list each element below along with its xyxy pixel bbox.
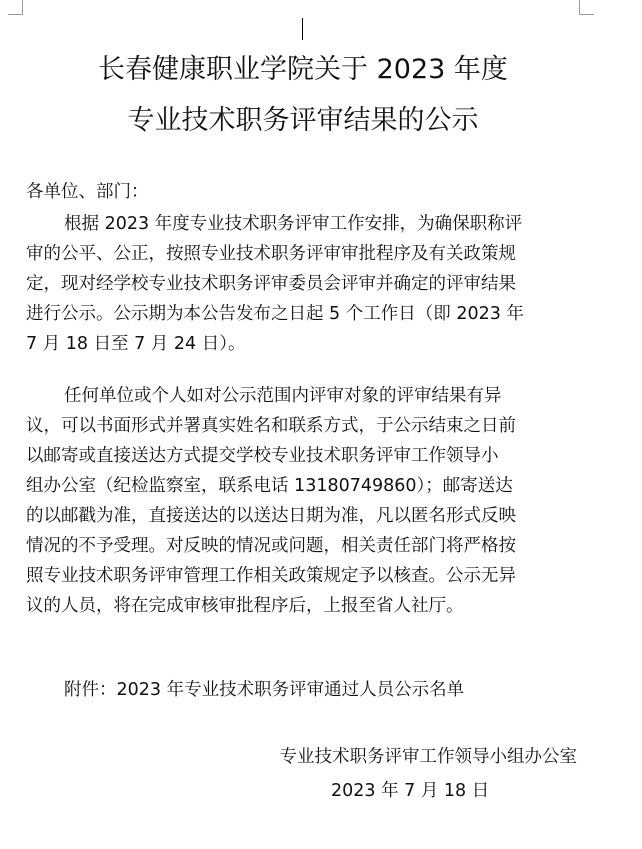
paragraph-announcement bbox=[26, 209, 582, 359]
paragraph-objection-process bbox=[26, 381, 582, 621]
margin-corner-mark bbox=[579, 0, 594, 15]
paragraph-line: 根据 2023 年度专业技术职务评审工作安排，为确保职称评 bbox=[64, 214, 523, 234]
paragraph-line: 审的公平、公正，按照专业技术职务评审审批程序及有关政策规 bbox=[26, 244, 516, 264]
document-title-line-2: 专业技术职务评审结果的公示 bbox=[127, 105, 479, 136]
signing-date: 2023 年 7 月 18 日 bbox=[331, 781, 490, 801]
paragraph-line: 以邮寄或直接送达方式提交学校专业技术职务评审工作领导小 bbox=[26, 446, 499, 466]
margin-corner-mark bbox=[8, 0, 23, 15]
text-cursor bbox=[302, 18, 303, 40]
salutation: 各单位、部门： bbox=[26, 182, 149, 202]
paragraph-line: 议，可以书面形式并署真实姓名和联系方式，于公示结束之日前 bbox=[26, 416, 516, 436]
paragraph-line: 定，现对经学校专业技术职务评审委员会评审并确定的评审结果 bbox=[26, 274, 516, 294]
signer-office: 专业技术职务评审工作领导小组办公室 bbox=[279, 747, 577, 767]
paragraph-line: 7 月 18 日至 7 月 24 日）。 bbox=[26, 334, 246, 354]
paragraph-line: 照专业技术职务评审管理工作相关政策规定予以核查。公示无异 bbox=[26, 566, 516, 586]
paragraph-line: 的以邮戳为准，直接送达的以送达日期为准，凡以匿名形式反映 bbox=[26, 506, 516, 526]
attachment-note: 附件：2023 年专业技术职务评审通过人员公示名单 bbox=[64, 680, 465, 700]
paragraph-line: 组办公室（纪检监察室，联系电话 13180749860）；邮寄送达 bbox=[26, 476, 513, 496]
paragraph-line: 任何单位或个人如对公示范围内评审对象的评审结果有异 bbox=[64, 386, 502, 406]
paragraph-line: 进行公示。公示期为本公告发布之日起 5 个工作日（即 2023 年 bbox=[26, 304, 524, 324]
document-title-line-1: 长春健康职业学院关于 2023 年度 bbox=[98, 54, 508, 85]
paragraph-line: 情况的不予受理。对反映的情况或问题，相关责任部门将严格按 bbox=[26, 536, 516, 556]
paragraph-line: 议的人员，将在完成审核审批程序后，上报至省人社厅。 bbox=[26, 596, 464, 616]
